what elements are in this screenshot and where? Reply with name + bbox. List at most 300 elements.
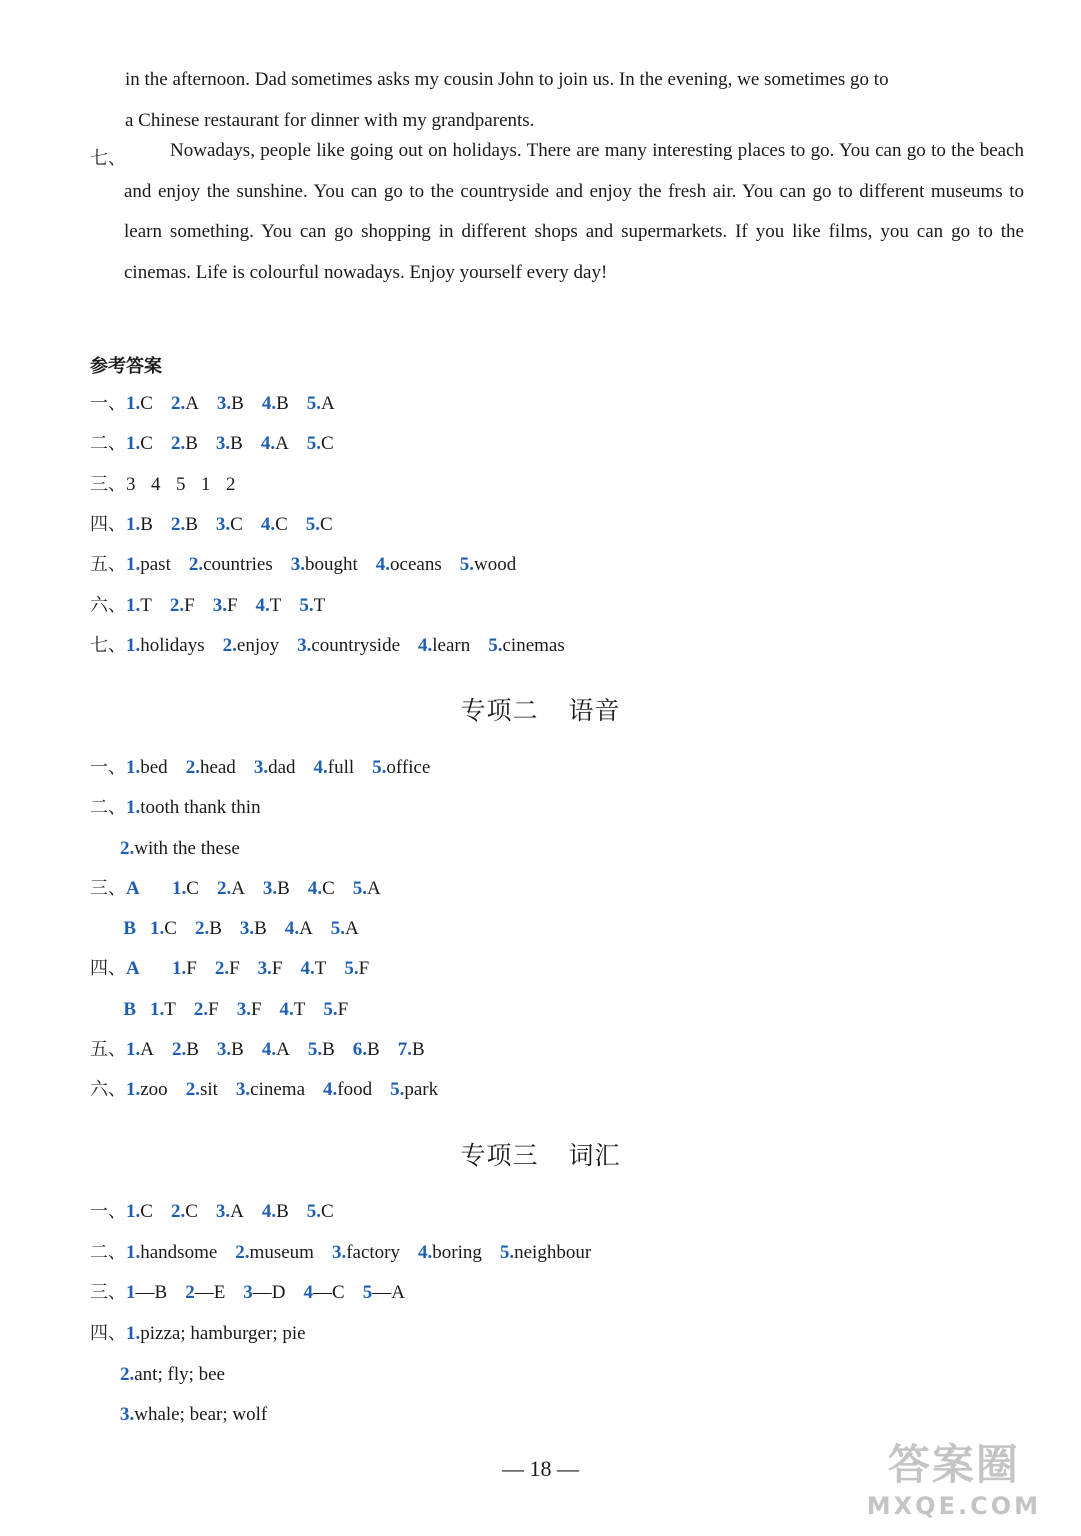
answer-item xyxy=(185,1283,225,1302)
answer-number: 5. xyxy=(306,433,322,454)
answer-item xyxy=(216,1202,244,1221)
answer-item xyxy=(126,394,153,413)
answer-value: zoo xyxy=(140,1079,168,1100)
answer-item xyxy=(299,596,325,615)
answer-value: C xyxy=(164,918,177,939)
answer-item xyxy=(258,959,283,978)
answer-value: full xyxy=(327,757,355,778)
answer-value: F xyxy=(229,958,240,979)
row-label: 二、 xyxy=(90,433,126,454)
answer-value: countries xyxy=(203,554,273,575)
answer-item xyxy=(372,758,430,777)
answer-value: B xyxy=(231,393,244,414)
answer-value: —C xyxy=(313,1282,345,1303)
answer-number: 2. xyxy=(169,595,185,616)
answer-value: B xyxy=(277,878,290,899)
answer-value: B xyxy=(276,393,289,414)
answer-value: C xyxy=(140,433,153,454)
answer-value: food xyxy=(337,1079,373,1100)
answer-number: 2. xyxy=(170,514,186,535)
answer-item xyxy=(217,394,244,413)
answer-row xyxy=(90,1000,366,1019)
answer-item xyxy=(353,879,381,898)
answer-item xyxy=(254,758,296,777)
answer-item xyxy=(126,1040,154,1059)
sub-part-label: B xyxy=(123,918,136,939)
answer-row xyxy=(90,515,351,534)
answer-number: 4. xyxy=(418,1242,433,1263)
page-number: — 18 — xyxy=(502,1456,579,1481)
answer-number: 2. xyxy=(170,1201,186,1222)
answer-number: 4. xyxy=(313,757,328,778)
answer-item xyxy=(172,1040,199,1059)
answer-item xyxy=(323,1080,372,1099)
answer-value: park xyxy=(404,1079,439,1100)
answer-item xyxy=(126,515,153,534)
answer-number: 5 xyxy=(362,1282,373,1303)
row-label: 六、 xyxy=(90,595,126,616)
passage-seven-label: 七、 xyxy=(90,148,126,169)
answer-number: 1. xyxy=(126,1039,141,1060)
answer-number: 3. xyxy=(120,1404,135,1425)
answer-value: B xyxy=(185,514,198,535)
answer-value: A xyxy=(230,1201,244,1222)
answer-row xyxy=(90,1243,609,1262)
answer-value: past xyxy=(140,554,171,575)
answer-item xyxy=(126,1080,168,1099)
answer-item xyxy=(243,1283,285,1302)
answer-number: 4 xyxy=(303,1282,314,1303)
answer-number: 3. xyxy=(212,595,227,616)
watermark-top: 答案圈 xyxy=(887,1440,1020,1489)
answer-value: tooth thank thin xyxy=(140,797,261,818)
answer-number: 2. xyxy=(120,1364,135,1385)
answer-value: B xyxy=(186,1039,199,1060)
answer-item xyxy=(126,555,171,574)
answer-number: 1. xyxy=(126,757,141,778)
answer-row xyxy=(90,596,343,615)
answer-value: T xyxy=(293,999,306,1020)
answer-row xyxy=(90,434,352,453)
answer-value: A xyxy=(275,433,289,454)
answer-value: —B xyxy=(135,1282,168,1303)
answer-item xyxy=(237,1000,262,1019)
answer-value: holidays xyxy=(140,635,205,656)
answer-number: 4. xyxy=(261,393,277,414)
answer-number: 4. xyxy=(261,1201,277,1222)
answer-value: —E xyxy=(194,1282,226,1303)
answer-value: C xyxy=(230,514,243,535)
answer-value: F xyxy=(226,595,238,616)
answer-number: 1. xyxy=(126,635,141,656)
answer-item xyxy=(297,636,400,655)
answer-number: 4. xyxy=(261,1039,277,1060)
answer-item xyxy=(390,1080,438,1099)
answer-number: 3. xyxy=(236,999,251,1020)
answer-item xyxy=(195,919,222,938)
answer-value: F xyxy=(358,958,370,979)
answer-value: B xyxy=(230,433,243,454)
answer-value: B xyxy=(231,1039,244,1060)
answer-item xyxy=(120,1365,225,1384)
answer-number: 1. xyxy=(126,1079,141,1100)
section-title-topic: 词汇 xyxy=(568,1141,621,1170)
answer-number: 5. xyxy=(299,595,314,616)
answer-number: 3. xyxy=(216,393,232,414)
answer-number: 1. xyxy=(126,554,141,575)
section-title-number: 专项二 xyxy=(460,696,539,725)
answer-value: C xyxy=(186,878,199,899)
answer-value: T xyxy=(140,595,152,616)
answer-item xyxy=(120,1405,267,1424)
section-title-number: 专项三 xyxy=(460,1141,539,1170)
answer-row xyxy=(90,555,534,574)
answer-row xyxy=(90,1040,443,1059)
answer-number: 2 xyxy=(185,1282,195,1303)
answer-value: A xyxy=(299,918,313,939)
answer-number: 2. xyxy=(170,433,186,454)
answer-number: 3. xyxy=(297,635,312,656)
answer-value: neighbour xyxy=(514,1242,592,1263)
answer-number: 4. xyxy=(279,999,294,1020)
answer-row xyxy=(90,1202,352,1221)
answer-number: 5. xyxy=(305,514,320,535)
answer-number: 3. xyxy=(257,958,272,979)
section-title-topic: 语音 xyxy=(568,696,621,725)
answer-row xyxy=(120,839,258,858)
answer-item xyxy=(172,959,197,978)
answer-item xyxy=(460,555,516,574)
row-label: 三、 xyxy=(90,1282,126,1303)
answer-value: ant; fly; bee xyxy=(134,1364,225,1385)
answer-number: 3. xyxy=(216,1039,232,1060)
answer-value: dad xyxy=(268,757,296,778)
answer-item xyxy=(150,919,177,938)
answer-item xyxy=(120,839,240,858)
answer-item xyxy=(170,596,195,615)
answer-row xyxy=(90,1080,456,1099)
answer-number: 1. xyxy=(172,958,187,979)
answer-value: T xyxy=(164,999,176,1020)
sub-part-label: B xyxy=(123,999,136,1020)
answer-number: 5. xyxy=(459,554,474,575)
answer-value: A xyxy=(367,878,381,899)
answer-value: C xyxy=(275,514,288,535)
answer-number: 3. xyxy=(331,1242,347,1263)
answer-value: head xyxy=(199,757,236,778)
answer-number: 5. xyxy=(323,999,338,1020)
answer-number: 4. xyxy=(260,433,276,454)
answer-number: 5. xyxy=(344,958,359,979)
answer-row xyxy=(90,758,448,777)
answer-value: B xyxy=(276,1201,289,1222)
answer-value: handsome xyxy=(140,1242,218,1263)
answer-value: learn xyxy=(432,635,471,656)
answer-item xyxy=(186,1080,218,1099)
passage-line: a Chinese restaurant for dinner with my grandparents. xyxy=(125,110,535,131)
sub-part-label: A xyxy=(126,878,140,899)
answer-number: 5. xyxy=(306,1201,322,1222)
answer-item xyxy=(331,919,359,938)
answer-value: cinema xyxy=(250,1079,305,1100)
answer-item xyxy=(235,1243,314,1262)
answer-item xyxy=(263,879,290,898)
answer-item xyxy=(126,636,205,655)
answer-value: whale; bear; wolf xyxy=(134,1404,268,1425)
answer-item xyxy=(236,1080,305,1099)
answer-row xyxy=(90,636,583,655)
answer-item xyxy=(307,434,334,453)
answer-item xyxy=(344,959,369,978)
answer-number: 5. xyxy=(372,757,387,778)
answer-value: C xyxy=(322,878,335,899)
answer-item xyxy=(216,515,243,534)
answer-item xyxy=(256,596,282,615)
answer-number: 3. xyxy=(235,1079,251,1100)
row-label: 四、 xyxy=(90,958,126,979)
row-label: 一、 xyxy=(90,393,126,414)
answer-number: 1. xyxy=(126,433,141,454)
answer-item xyxy=(216,434,243,453)
watermark-logo xyxy=(867,1432,1041,1520)
answer-value: T xyxy=(313,595,326,616)
answer-item xyxy=(308,879,335,898)
answer-value: F xyxy=(184,595,195,616)
answer-value: A xyxy=(276,1039,290,1060)
answer-row xyxy=(90,394,353,413)
answer-number: 1 xyxy=(126,1282,136,1303)
answer-item xyxy=(306,515,333,534)
sub-part-label: A xyxy=(126,958,140,979)
answer-value: F xyxy=(250,999,262,1020)
answer-item xyxy=(189,555,273,574)
answer-number: 7. xyxy=(397,1039,412,1060)
answer-value: F xyxy=(337,999,349,1020)
answer-value: enjoy xyxy=(236,635,280,656)
answer-value: museum xyxy=(249,1242,314,1263)
row-label: 一、 xyxy=(90,757,126,778)
answer-value: A xyxy=(321,393,335,414)
answer-item xyxy=(172,879,199,898)
answer-value: A xyxy=(345,918,359,939)
answer-order: 3 4 5 1 2 xyxy=(126,474,238,495)
answer-number: 4. xyxy=(375,554,391,575)
answer-value: sit xyxy=(199,1079,218,1100)
answer-item xyxy=(418,636,470,655)
answer-number: 1. xyxy=(126,393,141,414)
answer-item xyxy=(126,758,168,777)
row-label: 一、 xyxy=(90,1201,126,1222)
answer-row xyxy=(90,475,238,494)
answer-value: C xyxy=(321,1201,334,1222)
answer-value: C xyxy=(140,1201,153,1222)
answer-item xyxy=(285,919,313,938)
answer-item xyxy=(126,1324,306,1343)
row-label: 七、 xyxy=(90,635,126,656)
answer-item xyxy=(171,434,198,453)
answer-number: 3. xyxy=(262,878,278,899)
row-label: 四、 xyxy=(90,514,126,535)
answer-number: 1. xyxy=(126,1201,141,1222)
answer-number: 6. xyxy=(352,1039,368,1060)
answer-item xyxy=(126,434,153,453)
answer-number: 2. xyxy=(185,1079,200,1100)
answer-value: F xyxy=(271,958,283,979)
answer-number: 3. xyxy=(239,918,255,939)
answer-item xyxy=(500,1243,591,1262)
answer-number: 2. xyxy=(235,1242,250,1263)
answer-item xyxy=(171,515,198,534)
answer-number: 5. xyxy=(488,635,503,656)
row-label: 六、 xyxy=(90,1079,126,1100)
answer-item xyxy=(363,1283,405,1302)
answer-number: 4. xyxy=(284,918,300,939)
answer-number: 4. xyxy=(323,1079,338,1100)
answer-item xyxy=(398,1040,425,1059)
answer-value: C xyxy=(321,433,334,454)
passage-seven-text: Nowadays, people like going out on holidays. There are many interesting places to go. You can go to the beach and enjoy the sunshine. You can go to the countryside and enjoy the fresh air. You can go to different museums to learn something. You can go shopping in different shops and supermarkets. If you like films, you can go to the cinemas. Life is colourful nowadays. Enjoy yourself every day! xyxy=(124,140,1024,283)
answer-value: B xyxy=(254,918,267,939)
answer-value: bought xyxy=(305,554,358,575)
answer-value: F xyxy=(208,999,219,1020)
answer-number: 2. xyxy=(188,554,204,575)
answer-number: 1. xyxy=(126,514,141,535)
row-label: 五、 xyxy=(90,1039,126,1060)
answer-item xyxy=(261,434,289,453)
answer-item xyxy=(261,515,288,534)
answer-value: countryside xyxy=(311,635,401,656)
answer-item xyxy=(376,555,442,574)
answer-item xyxy=(300,959,326,978)
answer-row xyxy=(90,879,399,898)
section-title xyxy=(0,691,1081,727)
answer-value: B xyxy=(411,1039,425,1060)
answer-item xyxy=(308,1040,335,1059)
answer-item xyxy=(323,1000,348,1019)
answer-number: 3 xyxy=(243,1282,253,1303)
answer-number: 1. xyxy=(126,1323,141,1344)
answer-value: C xyxy=(185,1201,198,1222)
answer-item xyxy=(353,1040,380,1059)
answer-item xyxy=(291,555,358,574)
answer-value: bed xyxy=(140,757,168,778)
answer-value: B xyxy=(140,514,153,535)
answer-value: B xyxy=(185,433,198,454)
answer-value: wood xyxy=(474,554,517,575)
answer-value: T xyxy=(269,595,282,616)
answer-item xyxy=(262,1202,289,1221)
answer-item xyxy=(171,394,199,413)
answer-value: oceans xyxy=(390,554,442,575)
answer-number: 5. xyxy=(306,393,322,414)
answer-value: boring xyxy=(432,1242,482,1263)
answer-item xyxy=(217,879,245,898)
answer-value: A xyxy=(185,393,199,414)
answer-number: 1. xyxy=(172,878,187,899)
answer-number: 2. xyxy=(185,757,200,778)
answer-value: C xyxy=(140,393,153,414)
answer-item xyxy=(150,1000,176,1019)
answer-item xyxy=(126,1202,153,1221)
answer-row xyxy=(90,1324,324,1343)
answer-value: cinemas xyxy=(502,635,565,656)
answer-number: 3. xyxy=(215,514,231,535)
answer-number: 1. xyxy=(126,1242,141,1263)
answer-item xyxy=(126,798,261,817)
answer-item xyxy=(194,1000,219,1019)
answer-number: 5. xyxy=(352,878,368,899)
answer-number: 3. xyxy=(290,554,306,575)
row-label: 四、 xyxy=(90,1323,126,1344)
answer-value: A xyxy=(231,878,245,899)
answer-number: 4. xyxy=(300,958,315,979)
answer-number: 1. xyxy=(126,595,141,616)
passage-line: in the afternoon. Dad sometimes asks my cousin John to join us. In the evening, we sometimes go to xyxy=(125,69,889,90)
row-label: 三、 xyxy=(90,474,126,495)
answer-item xyxy=(332,1243,400,1262)
row-label: 三、 xyxy=(90,878,126,899)
answer-number: 2. xyxy=(216,878,232,899)
answer-number: 2. xyxy=(193,999,209,1020)
answer-value: F xyxy=(186,958,197,979)
answer-value: —D xyxy=(252,1282,286,1303)
answer-number: 2. xyxy=(194,918,210,939)
answer-number: 5. xyxy=(499,1242,515,1263)
answer-row xyxy=(90,959,387,978)
answer-number: 2. xyxy=(214,958,230,979)
answer-number: 1. xyxy=(126,797,141,818)
answer-number: 2. xyxy=(170,393,186,414)
answer-number: 4. xyxy=(418,635,433,656)
answer-item xyxy=(307,394,335,413)
answer-number: 1. xyxy=(150,918,165,939)
answer-value: B xyxy=(322,1039,335,1060)
answer-value: with the these xyxy=(134,838,240,859)
answer-item xyxy=(418,1243,482,1262)
answer-number: 4. xyxy=(307,878,323,899)
answer-value: A xyxy=(140,1039,154,1060)
answer-item xyxy=(217,1040,244,1059)
answer-row xyxy=(120,1365,243,1384)
answer-item xyxy=(171,1202,198,1221)
reference-answers-title: 参考答案 xyxy=(90,356,162,377)
answer-row xyxy=(90,798,279,817)
answer-item xyxy=(186,758,236,777)
answer-row xyxy=(90,919,377,938)
answer-item xyxy=(126,596,152,615)
answer-value: B xyxy=(367,1039,380,1060)
answer-row xyxy=(90,1283,423,1302)
answer-value: T xyxy=(314,958,327,979)
answer-item xyxy=(304,1283,345,1302)
section-title xyxy=(0,1136,1081,1172)
answer-value: pizza; hamburger; pie xyxy=(140,1323,306,1344)
answer-number: 2. xyxy=(171,1039,187,1060)
answer-item xyxy=(314,758,355,777)
answer-value: C xyxy=(320,514,333,535)
answer-item xyxy=(262,394,289,413)
answer-value: —A xyxy=(372,1282,405,1303)
answer-number: 3. xyxy=(253,757,269,778)
answer-number: 3. xyxy=(215,1201,231,1222)
watermark-bottom: MXQE.COM xyxy=(866,1492,1041,1520)
answer-item xyxy=(488,636,565,655)
answer-item xyxy=(213,596,238,615)
answer-item xyxy=(262,1040,290,1059)
answer-value: office xyxy=(386,757,431,778)
answer-item xyxy=(280,1000,306,1019)
answer-item xyxy=(307,1202,334,1221)
